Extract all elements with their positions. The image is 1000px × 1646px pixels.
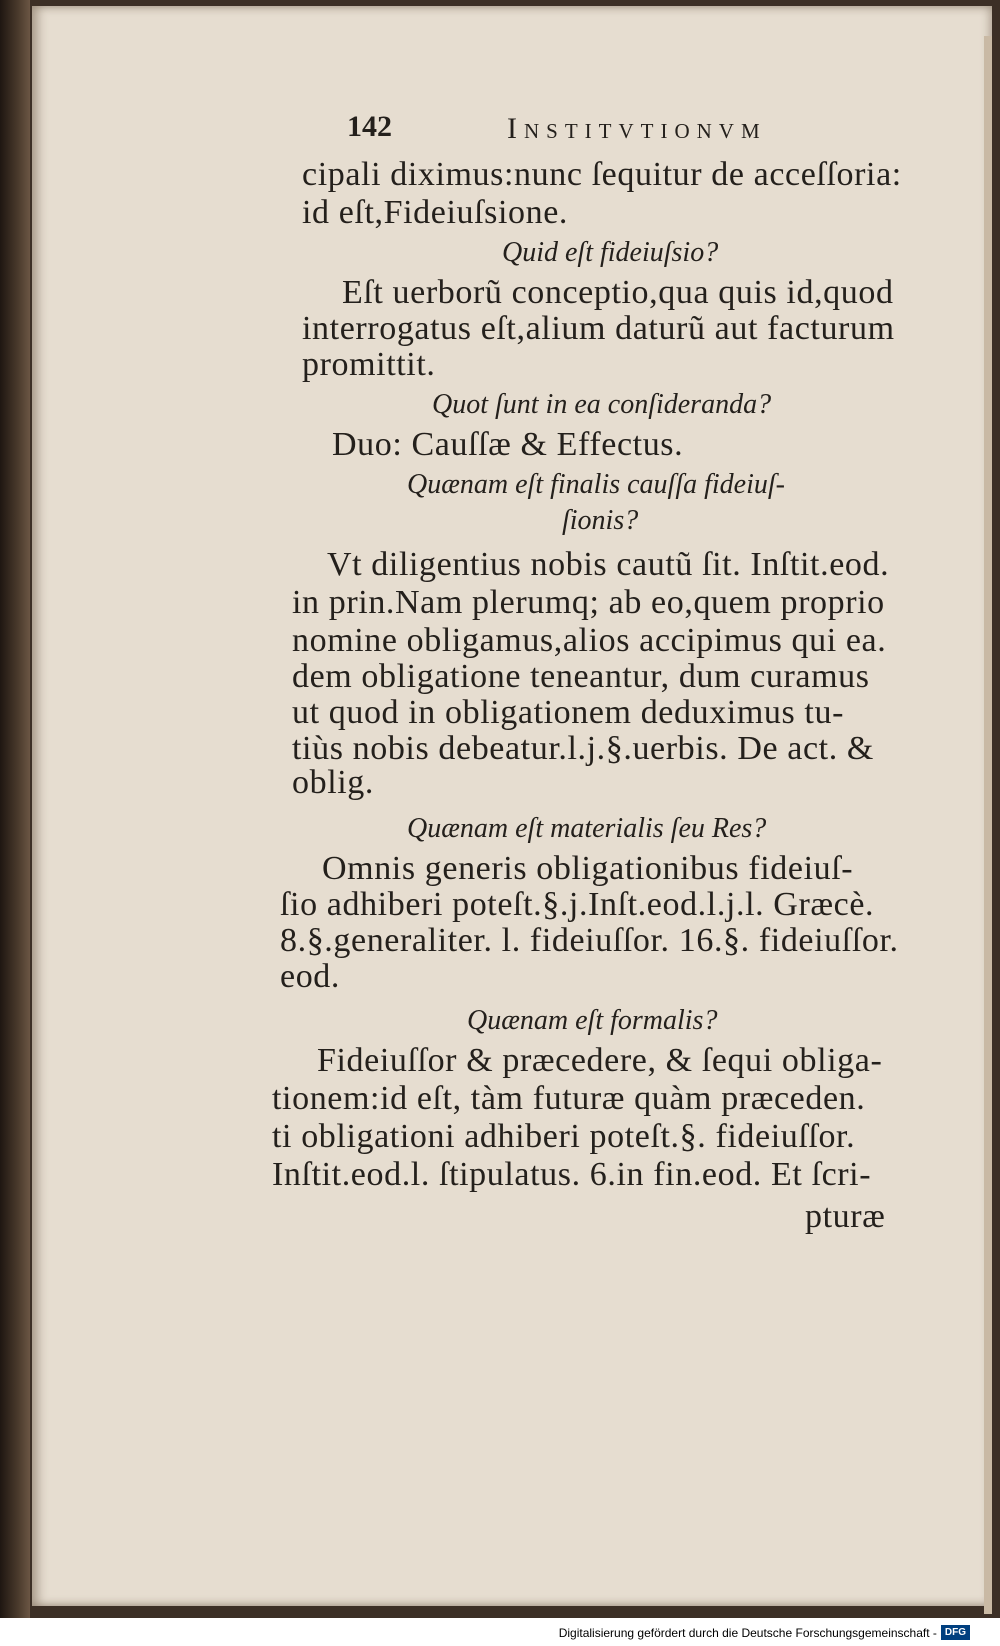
dfg-logo: DFG — [941, 1625, 970, 1640]
text-line: Eſt uerborũ conceptio,qua quis id,quod — [342, 274, 894, 311]
question-heading: Quot ſunt in ea conſideranda? — [432, 389, 772, 420]
credit-text: Digitalisierung gefördert durch die Deutsche Forschungsgemeinschaft - — [558, 1625, 937, 1640]
text-line: Duo: Cauſſæ & Effectus. — [332, 426, 684, 463]
running-head: Institvtionvm — [507, 112, 767, 145]
text-line: dem obligatione teneantur, dum curamus — [292, 658, 870, 695]
text-line: promittit. — [302, 346, 436, 383]
page-edge — [984, 36, 992, 1614]
text-line: cipali diximus:nunc ſequitur de acceſſoria: — [302, 156, 902, 193]
text-line: tionem:id eſt, tàm futuræ quàm præceden. — [272, 1080, 866, 1117]
text-line: in prin.Nam plerumq; ab eo,quem proprio — [292, 584, 885, 621]
catchword: pturæ — [805, 1198, 886, 1235]
text-line: ut quod in obligationem deduximus tu- — [292, 694, 844, 731]
question-heading: Quid eſt fideiuſsio? — [502, 237, 719, 268]
text-line: eod. — [280, 958, 340, 995]
text-line: id eſt,Fideiuſsione. — [302, 194, 569, 231]
text-line: nomine obligamus,alios accipimus qui ea. — [292, 622, 887, 659]
text-line: Fideiuſſor & præcedere, & ſequi obliga- — [317, 1042, 883, 1079]
question-heading: Quænam eſt formalis? — [467, 1005, 718, 1036]
book-page — [32, 6, 992, 1606]
digitization-credit — [559, 1625, 970, 1640]
text-line: ſio adhiberi poteſt.§.j.Inſt.eod.l.j.l. Græcè. — [280, 886, 875, 923]
text-line: interrogatus eſt,alium daturũ aut facturum — [302, 310, 895, 347]
text-line: oblig. — [292, 764, 374, 801]
text-line: Inſtit.eod.l. ſtipulatus. 6.in fin.eod. Et ſcri- — [272, 1156, 872, 1193]
question-heading: ſionis? — [562, 505, 639, 536]
text-line: tiùs nobis debeatur.l.j.§.uerbis. De act. & — [292, 730, 874, 767]
question-heading: Quænam eſt materialis ſeu Res? — [407, 813, 767, 844]
text-line: Omnis generis obligationibus fideiuſ- — [322, 850, 854, 887]
text-line: Vt diligentius nobis cautũ ſit. Inſtit.eod. — [327, 546, 890, 583]
text-line: ti obligationi adhiberi poteſt.§. fideiuſſor. — [272, 1118, 856, 1155]
question-heading: Quænam eſt finalis cauſſa fideiuſ- — [407, 469, 785, 500]
text-line: 8.§.generaliter. l. fideiuſſor. 16.§. fideiuſſor. — [280, 922, 899, 959]
page-number: 142 — [347, 110, 392, 143]
book-spine — [0, 0, 30, 1618]
